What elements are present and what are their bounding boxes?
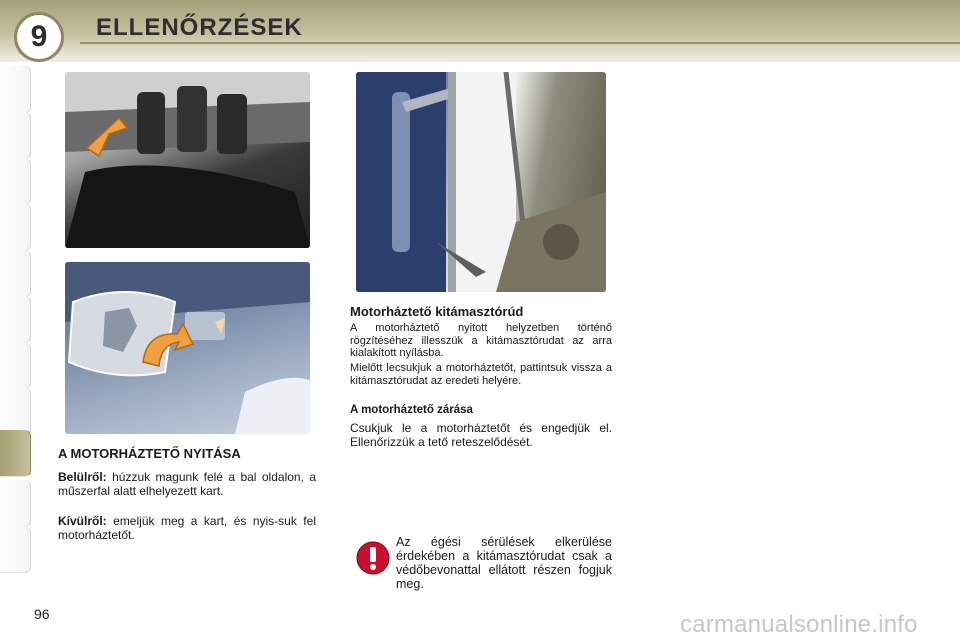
chapter-tab-8[interactable] (0, 388, 31, 435)
chapter-tab-4[interactable] (0, 204, 31, 251)
hood-release-lever-photo (65, 72, 310, 248)
exclamation-warning-icon (356, 541, 390, 575)
hood-closing-text: Csukjuk le a motorháztetőt és engedjük el. Ellenőrizzük a tető reteszelődését. (350, 421, 612, 449)
chapter-tab-1[interactable] (0, 66, 31, 113)
hood-prop-rod-photo (356, 72, 606, 292)
chapter-tab-9-active[interactable] (0, 430, 31, 477)
pedal-area-illustration (65, 72, 310, 248)
page-number: 96 (34, 606, 50, 622)
chapter-tabs (0, 66, 36, 578)
hood-catch-photo (65, 262, 310, 434)
chapter-tab-7[interactable] (0, 342, 31, 389)
header-rule (80, 42, 960, 44)
chapter-tab-11[interactable] (0, 526, 31, 573)
prop-rod-paragraph-2: Mielőtt lecsukjuk a motorháztetőt, pattintsuk vissza a kitámasztórudat az eredeti helyére. (350, 362, 612, 387)
chapter-tab-10[interactable] (0, 480, 31, 527)
warning-box (356, 535, 612, 595)
outside-label: Kívülről: (58, 514, 107, 528)
chapter-tab-5[interactable] (0, 250, 31, 297)
chapter-tab-2[interactable] (0, 112, 31, 159)
watermark: carmanualsonline.info (680, 611, 918, 638)
chapter-title: ELLENŐRZÉSEK (96, 14, 303, 41)
inside-instruction (58, 471, 316, 498)
outside-instruction (58, 515, 316, 542)
hood-closing-title: A motorháztető zárása (350, 404, 473, 416)
warning-text: Az égési sérülések elkerülése érdekében a kitámasztórudat csak a védőbevonattal ellátott részen fogjuk meg. (396, 535, 612, 591)
hood-opening-title: A MOTORHÁZTETŐ NYITÁSA (58, 446, 241, 461)
chapter-number-badge: 9 (14, 12, 64, 62)
chapter-tab-3[interactable] (0, 158, 31, 205)
chapter-tab-6[interactable] (0, 296, 31, 343)
prop-rod-illustration (356, 72, 606, 292)
inside-label: Belülről: (58, 470, 107, 484)
prop-rod-paragraph-1: A motorháztető nyitott helyzetben történő rögzítéséhez illesszük a kitámasztórudat az arra kialakított nyílásba. (350, 322, 612, 359)
grille-illustration (65, 262, 310, 434)
outside-text: emeljük meg a kart, és nyis-suk fel motorháztetőt. (58, 514, 316, 542)
prop-rod-title: Motorháztető kitámasztórúd (350, 304, 524, 319)
inside-text: húzzuk magunk felé a bal oldalon, a műszerfal alatt elhelyezett kart. (58, 470, 316, 498)
